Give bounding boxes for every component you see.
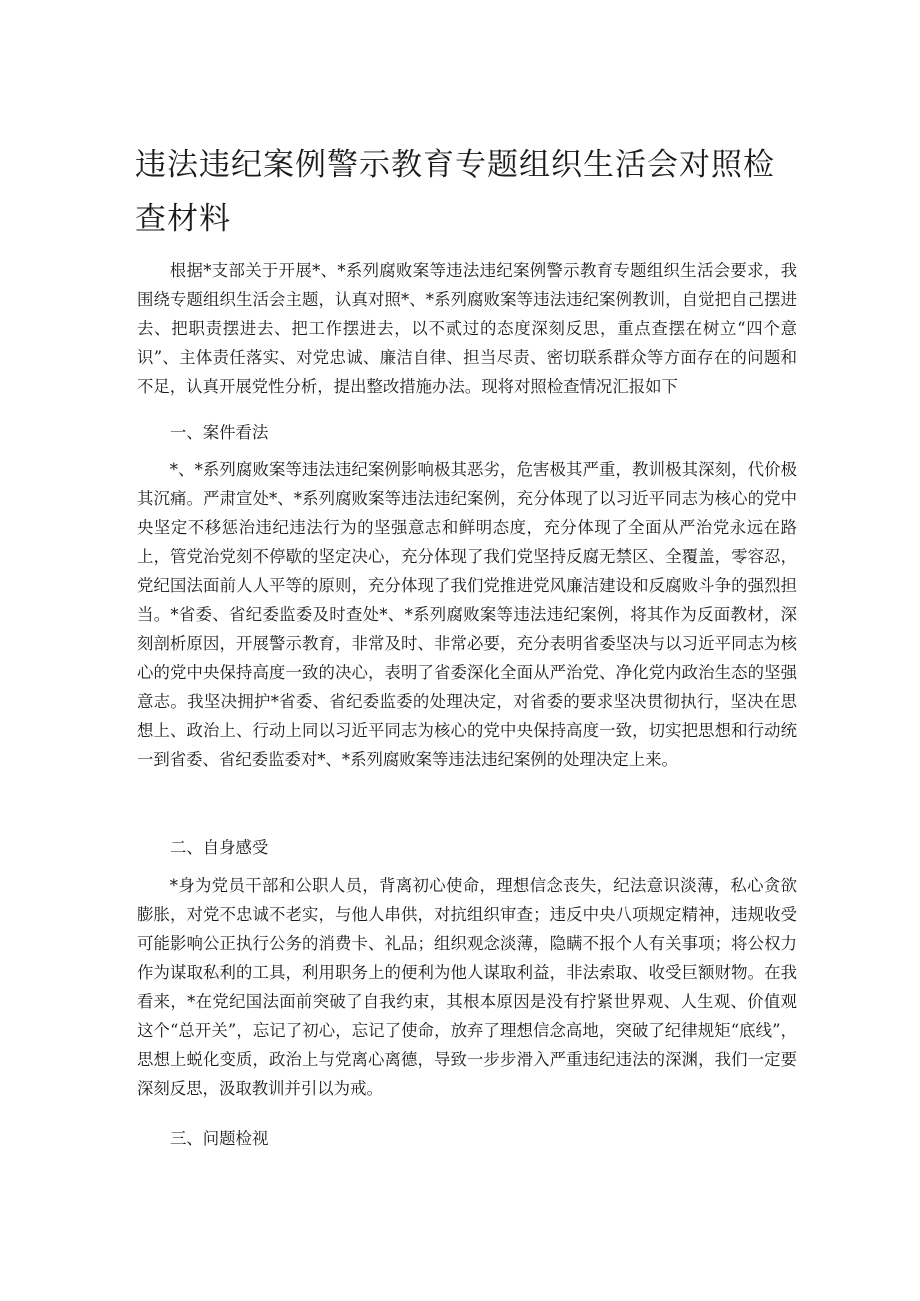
section-heading-personal-feelings: 二、自身感受: [170, 838, 269, 857]
intro-paragraph: 根据*支部关于开展*、*系列腐败案等违法违纪案例警示教育专题组织生活会要求，我围绕专题组织生活会主题，认真对照*、*系列腐败案等违法违纪案例教训，自觉把自己摆进去、把职责摆进去、把工作摆进去，以不贰过的态度深刻反思，重点查摆在树立“四个意识”、主体责任落实、对党忠诚、廉洁自律、担当尽责、密切联系群众等方面存在的问题和不足，认真开展党性分析，提出整改措施办法。现将对照检查情况汇报如下: [137, 261, 797, 396]
section-heading-problem-review: 三、问题检视: [170, 1129, 269, 1148]
section-heading-case-views: 一、案件看法: [170, 423, 269, 442]
document-title: 违法违纪案例警示教育专题组织生活会对照检查材料: [135, 147, 775, 237]
case-views-paragraph: *、*系列腐败案等违法违纪案例影响极其恶劣，危害极其严重，教训极其深刻，代价极其沉痛。严肃宣处*、*系列腐败案等违法违纪案例，充分体现了以习近平同志为核心的党中央坚定不移惩治违纪违法行为的坚强意志和鲜明态度，充分体现了全面从严治党永远在路上，管党治党刻不停歇的坚定决心，充分体现了我们党坚持反腐无禁区、全覆盖，零容忍，党纪国法面前人人平等的原则，充分体现了我们党推进党风廉洁建设和反腐败斗争的强烈担当。*省委、省纪委监委及时查处*、*系列腐败案等违法违纪案例，将其作为反面教材，深刻剖析原因，开展警示教育，非常及时、非常必要，充分表明省委坚决与以习近平同志为核心的党中央保持高度一致的决心，表明了省委深化全面从严治党、净化党内政治生态的坚强意志。我坚决拥护*省委、省纪委监委的处理决定，对省委的要求坚决贯彻执行，坚决在思想上、政治上、行动上同以习近平同志为核心的党中央保持高度一致，切实把思想和行动统一到省委、省纪委监委对*、*系列腐败案等违法违纪案例的处理决定上来。: [137, 460, 797, 769]
personal-feelings-paragraph: *身为党员干部和公职人员，背离初心使命，理想信念丧失，纪法意识淡薄，私心贪欲膨胀，对党不忠诚不老实，与他人串供，对抗组织审查；违反中央八项规定精神，违规收受可能影响公正执行公务的消费卡、礼品；组织观念淡薄，隐瞒不报个人有关事项；将公权力作为谋取私利的工具，利用职务上的便利为他人谋取利益，非法索取、收受巨额财物。在我看来，*在党纪国法面前突破了自我约束，其根本原因是没有拧紧世界观、人生观、价值观这个“总开关”，忘记了初心，忘记了使命，放弃了理想信念高地，突破了纪律规矩“底线”，思想上蜕化变质，政治上与党离心离德，导致一步步滑入严重违纪违法的深渊，我们一定要深刻反思，汲取教训并引以为戒。: [137, 876, 797, 1098]
